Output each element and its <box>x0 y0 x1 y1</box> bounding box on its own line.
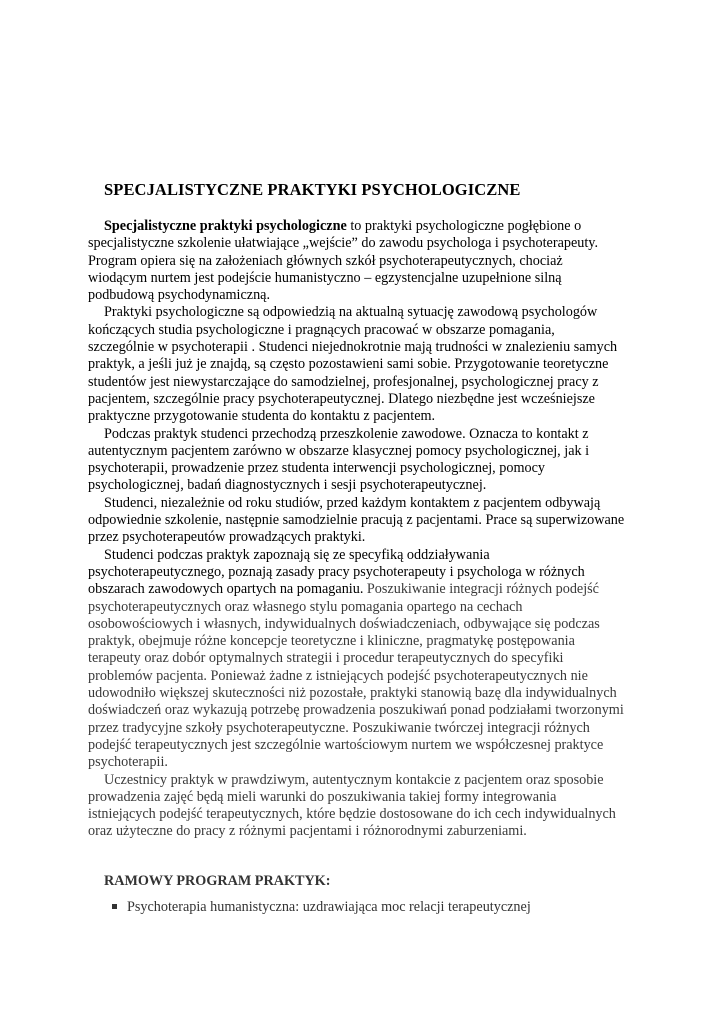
text-line: wiodącym nurtem jest podejście humanistyczno – egzystencjalne uzupełnione silną <box>88 269 562 286</box>
paragraph-intro <box>88 218 648 304</box>
text-line: psychologicznej, badań diagnostycznych i sesji psychoterapeutycznej. <box>88 477 487 494</box>
text-line: to praktyki psychologiczne pogłębione o <box>346 218 582 234</box>
text-line: podbudową psychodynamiczną. <box>88 287 271 304</box>
text-line: obszarach zawodowych opartych na pomaganiu. <box>88 581 367 598</box>
document-body <box>88 218 648 841</box>
text-line: Program opiera się na założeniach głównych szkół psychoterapeutycznych, chociaż <box>88 252 563 269</box>
program-heading: RAMOWY PROGRAM PRAKTYK: <box>104 873 331 889</box>
text-line: oraz użyteczne do pracy z różnymi pacjentami i różnorodnymi zaburzeniami. <box>88 823 527 840</box>
text-line: Podczas praktyk studenci przechodzą przeszkolenie zawodowe. Oznacza to kontakt z <box>104 425 589 442</box>
text-line: studentów jest niewystarczające do samodzielnej, profesjonalnej, psychologicznej pracy z <box>88 373 599 390</box>
paragraph-integration <box>88 547 648 772</box>
text-line: problemów pacjenta. Ponieważ żadne z istniejących podejść psychoterapeutycznych nie <box>88 667 588 684</box>
text-line: doświadczeń oraz wykazują potrzebę prowadzenia poszukiwań ponad podziałami tworzonymi <box>88 702 624 719</box>
text-line: Studenci podczas praktyk zapoznają się ze specyfiką oddziaływania <box>104 546 490 563</box>
text-line: osobowościowych i własnych, indywidualnych doświadczeniach, odbywające się podczas <box>88 615 600 632</box>
text-line: psychoterapeutycznych oraz własnego stylu pomagania opartego na cechach <box>88 598 523 615</box>
text-line: odpowiednie szkolenie, następnie samodzielnie pracują z pacjentami. Prace są superwizowane <box>88 512 625 529</box>
text-line: Poszukiwanie integracji różnych podejść <box>366 581 599 598</box>
program-list <box>112 899 531 916</box>
text-line: specjalistyczne szkolenie ułatwiające „wejście” do zawodu psychologa i psychoterapeuty. <box>88 235 599 252</box>
text-line: przez psychoterapeutów prowadzących praktyki. <box>88 529 366 546</box>
text-line: szczególnie w psychoterapii . Studenci niejednokrotnie mają trudności w znalezieniu samych <box>88 339 618 356</box>
paragraph-participants <box>88 772 648 841</box>
text-line: kończących studia psychologiczne i pragnących pracować w obszarze pomagania, <box>88 321 555 338</box>
paragraph-supervision <box>88 495 648 547</box>
text-line: praktyk, a jeśli już je znajdą, są często pozostawieni sami sobie. Przygotowanie teoretyczne <box>88 356 609 373</box>
intro-bold-lead: Specjalistyczne praktyki psychologiczne <box>104 218 347 234</box>
list-item <box>112 899 531 916</box>
square-bullet-icon <box>112 904 117 909</box>
text-line: udowodniło większej skuteczności niż pozostałe, praktyki stanowią bazę dla indywidualnych <box>88 685 617 702</box>
paragraph-training <box>88 426 648 495</box>
text-line: praktyk, obejmuje różne koncepcje teoretyczne i kliniczne, pragmatykę postępowania <box>88 633 575 650</box>
text-line: pacjentem, szczególnie pracy psychoterapeutycznej. Dlatego niezbędne jest wcześniejsze <box>88 390 595 407</box>
list-item-label: Psychoterapia humanistyczna: uzdrawiająca moc relacji terapeutycznej <box>127 899 531 915</box>
text-line: prowadzenia zajęć będą mieli warunki do poszukiwania takiej formy integrowania <box>88 788 557 805</box>
text-line: Studenci, niezależnie od roku studiów, przed każdym kontaktem z pacjentem odbywają <box>104 494 601 511</box>
text-line: autentycznym pacjentem zarówno w obszarze klasycznej pomocy psychologicznej, jak i <box>88 442 590 459</box>
paragraph-context <box>88 304 648 425</box>
text-line: Uczestnicy praktyk w prawdziwym, autentycznym kontakcie z pacjentem oraz sposobie <box>104 771 604 788</box>
text-line: przez tradycyjne szkoły psychoterapeutyczne. Poszukiwanie twórczej integracji różnych <box>88 719 590 736</box>
text-line: psychoterapeutycznego, poznają zasady pracy psychoterapeuty i psychologa w różnych <box>88 563 585 580</box>
document-title: SPECJALISTYCZNE PRAKTYKI PSYCHOLOGICZNE <box>104 180 521 199</box>
text-line: psychoterapii. <box>88 754 168 771</box>
text-line: terapeuty oraz dobór optymalnych strategii i procedur terapeutycznych do specyfiki <box>88 650 564 667</box>
text-line: istniejących podejść terapeutycznych, które będzie dostosowane do ich cech indywidualnych <box>88 806 616 823</box>
text-line: psychoterapii, prowadzenie przez studenta interwencji psychologicznej, pomocy <box>88 460 545 477</box>
text-line: podejść terapeutycznych jest szczególnie wartościowym nurtem we współczesnej praktyce <box>88 736 604 753</box>
text-line: praktyczne przygotowanie studenta do kontaktu z pacjentem. <box>88 408 436 425</box>
text-line: Praktyki psychologiczne są odpowiedzią na aktualną sytuację zawodową psychologów <box>104 304 598 321</box>
